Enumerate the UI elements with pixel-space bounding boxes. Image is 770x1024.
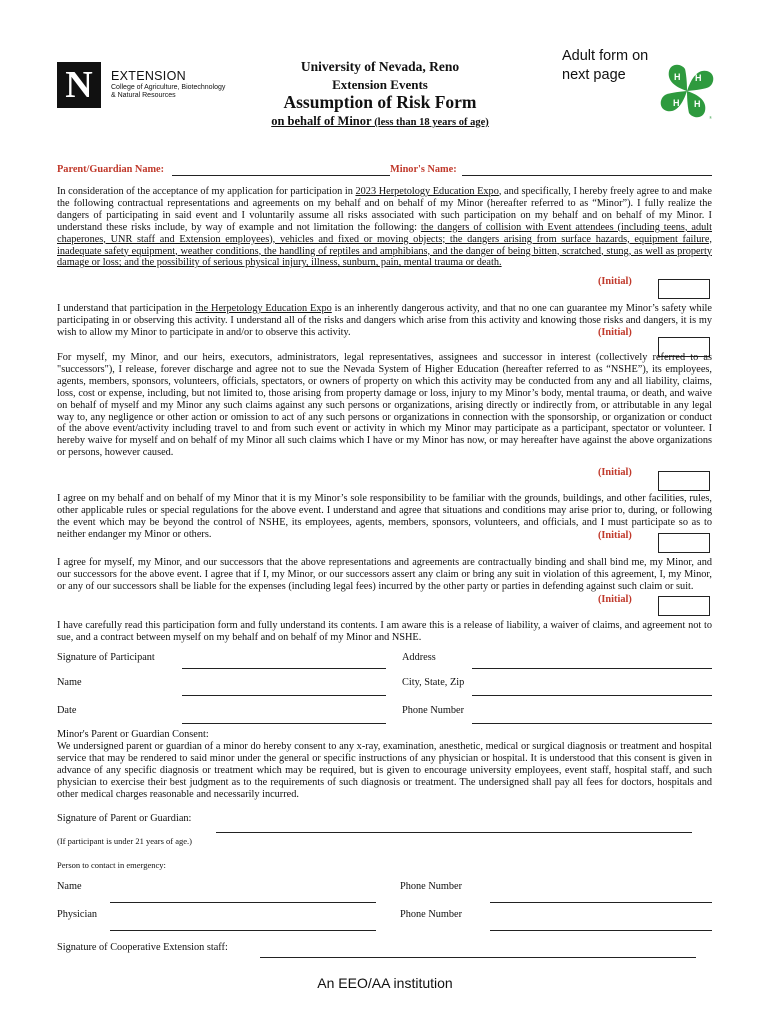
initial-box-5[interactable]: [658, 596, 710, 616]
eeo-footer: An EEO/AA institution: [317, 975, 453, 991]
if-under-note: (If participant is under 21 years of age.): [57, 836, 192, 846]
adult-form-note: Adult form on next page: [562, 48, 649, 83]
paragraph-binding: I agree for myself, my Minor, and our successors that the above representations and agreements are contractually binding and shall bind me, my Minor, and our successors for the above event. I agree that if I, my Minor, or our successors assert any claim or bring any suit in violation of this agreement, I, my Minor, or any of our successors shall be liable for the expenses (including legal fees) incurred by the other party or parties in defending against such claim or suit.: [57, 557, 712, 592]
signature-participant-field[interactable]: [182, 668, 386, 669]
initial-label-4: (Initial): [598, 530, 632, 541]
svg-text:H: H: [695, 73, 702, 83]
p1-text-b: , and specifically, I hereby freely agree to and make the following contractual representations and agreements on my behalf and on behalf of my Minor (hereafter referred to as “Minor”). I fully realize the dangers of participating in said event and I voluntarily assume all risks associated with such participation on my behalf and on behalf of my Minor. I understand these risks include, by way of example and not limitation the following:: [57, 186, 712, 233]
svg-text:H: H: [673, 98, 680, 108]
minor-name-label: Minor's Name:: [390, 164, 457, 175]
address-label: Address: [402, 652, 436, 663]
unr-logo: [57, 62, 101, 108]
initial-label-5: (Initial): [598, 594, 632, 605]
physician-field[interactable]: [110, 930, 376, 931]
paragraph-responsibility: I agree on my behalf and on behalf of my Minor that it is my Minor’s sole responsibility to be familiar with the grounds, buildings, and other facilities, rules, other applicable rules or special regulations for the above event. I understand and agree that situations and conditions may arise prior to, during, or following the event which may be beyond the control of NSHE, its employees, agents, members, sponsors, volunteers, and officials, and I must participate so as to neither endanger my Minor or others.: [57, 493, 712, 540]
initial-box-3[interactable]: [658, 471, 710, 491]
svg-text:H: H: [694, 99, 701, 109]
phone-number-field[interactable]: [472, 723, 712, 724]
coop-staff-label: Signature of Cooperative Extension staff:: [57, 942, 228, 953]
sig-parent-label: Signature of Parent or Guardian:: [57, 813, 192, 824]
initial-label-2: (Initial): [598, 327, 632, 338]
physician-phone-label: Phone Number: [400, 909, 463, 920]
coop-staff-field[interactable]: [260, 957, 696, 958]
logo-letter: N: [65, 64, 93, 106]
initial-box-4[interactable]: [658, 533, 710, 553]
parent-guardian-field[interactable]: [172, 175, 390, 176]
emergency-phone-label: Phone Number: [400, 881, 463, 892]
paragraph-release: For myself, my Minor, and our heirs, executors, administrators, legal representatives, assignees and successor in interest (collectively referred to as "successors"), I release, forever discharge and agree not to sue the Nevada System of Higher Education (hereafter referred to as “NSHE”), its employees, agents, members, sponsors, volunteers, officials, spectators, or owners of property on which this activity may be conducted from any and all liability, claims, loss, cost or expense, including, but not limited to, those arising from property damage or loss, injury to my Minor’s body, mental trauma, or death, and waive on behalf of myself and my Minor any such claims against any such persons or organizations, arising directly or indirectly from, or attributable in any legal way to, any negligence or other action or omission to act of any such persons or organizations in connection with the sponsorship, or organization or conduct of the above event/activity including travel to and from such event or activity in which my Minor may participate as a participant, spectator or volunteer. I hereby waive for myself and on behalf of my Minor all such claims which I have or my Minor has now, or may hereafter have against the above organizations or persons, however caused.: [57, 352, 712, 459]
emergency-contact-label: Person to contact in emergency:: [57, 860, 166, 870]
extension-events: Extension Events: [332, 77, 428, 92]
svg-text:®: ®: [709, 115, 713, 120]
signature-participant-label: Signature of Participant: [57, 652, 155, 663]
svg-text:H: H: [674, 72, 681, 82]
phone-number-label: Phone Number: [402, 705, 465, 716]
paragraph-acknowledgment: I have carefully read this participation form and fully understand its contents. I am aware this is a release of liability, a waiver of claims, and agreement not to sue, and a contract between myself on my behalf and on behalf of my Minor and NSHE.: [57, 620, 712, 643]
behalf-prefix: on behalf of Minor: [271, 114, 372, 128]
name-field[interactable]: [182, 695, 386, 696]
date-label: Date: [57, 705, 77, 716]
emergency-name-label: Name: [57, 881, 82, 892]
p1-dangers: the dangers of collision with Event attendees (including teens, adult chaperones, UNR staff and Extension employees), vehicles and fixed or moving objects; the dangers arising from surface hazards, equipment failure, inadequate safety equipment, weather conditions, the handling of reptiles and amphibians, and the danger of being bitten, scratched, stung, as well as property damage or loss; and the possibility of serious physical injury, illness, sunburn, pain, mental trauma or death.: [57, 221, 713, 269]
address-field[interactable]: [472, 668, 712, 669]
paragraph-consideration: [57, 186, 712, 269]
name-label: Name: [57, 677, 82, 688]
extension-subtitle: College of Agriculture, Biotechnology & Natural Resources: [111, 84, 226, 99]
behalf-line: [180, 114, 580, 129]
city-state-zip-field[interactable]: [472, 695, 712, 696]
sig-parent-field[interactable]: [216, 832, 692, 833]
consent-heading: Minor's Parent or Guardian Consent:: [57, 729, 209, 740]
p2-text-a: I understand that participation in: [57, 303, 196, 314]
initial-label-3: (Initial): [598, 467, 632, 478]
initial-box-1[interactable]: [658, 279, 710, 299]
emergency-phone-field[interactable]: [490, 902, 712, 903]
parent-guardian-label: Parent/Guardian Name:: [57, 164, 165, 175]
form-title: Assumption of Risk Form: [283, 92, 477, 112]
physician-phone-field[interactable]: [490, 930, 712, 931]
behalf-suffix: (less than 18 years of age): [371, 117, 489, 128]
extension-title: EXTENSION: [111, 69, 186, 83]
minor-name-field[interactable]: [462, 175, 712, 176]
date-field[interactable]: [182, 723, 386, 724]
physician-label: Physician: [57, 909, 98, 920]
p2-text-b: is an inherently dangerous activity, and that no one can guarantee my Minor’s safety while participating in or observing this activity. I understand all of the risks and dangers which arise from this activity and knowing those risks and dangers, it is my wish to allow my Minor to participate in and/or to observe this activity.: [57, 303, 712, 338]
consent-body: We undersigned parent or guardian of a minor do hereby consent to any x-ray, examination, anesthetic, medical or surgical diagnosis or treatment and hospital service that may be rendered to said minor under the general or specific instructions of any physician or hospital. It is understood that this consent is given in advance of any specific diagnosis or treatment which may be required, but is given to encourage university employees, event staff, hospital staff, and such physician to exercise their best judgment as to the requirements of such diagnosis or treatment. The undersigned shall pay all fees for doctors, hospitals and other medical charges reasonable and necessarily incurred.: [57, 741, 712, 800]
4-h-clover-icon: [655, 61, 719, 121]
city-state-zip-label: City, State, Zip: [402, 677, 465, 688]
p2-event-name: the Herpetology Education Expo: [195, 303, 332, 314]
p1-event-name: 2023 Herpetology Education Expo: [355, 186, 499, 197]
p1-text-a: In consideration of the acceptance of my application for participation in: [57, 186, 356, 197]
emergency-name-field[interactable]: [110, 902, 376, 903]
university-name: University of Nevada, Reno: [300, 59, 460, 74]
initial-label-1: (Initial): [598, 276, 632, 287]
